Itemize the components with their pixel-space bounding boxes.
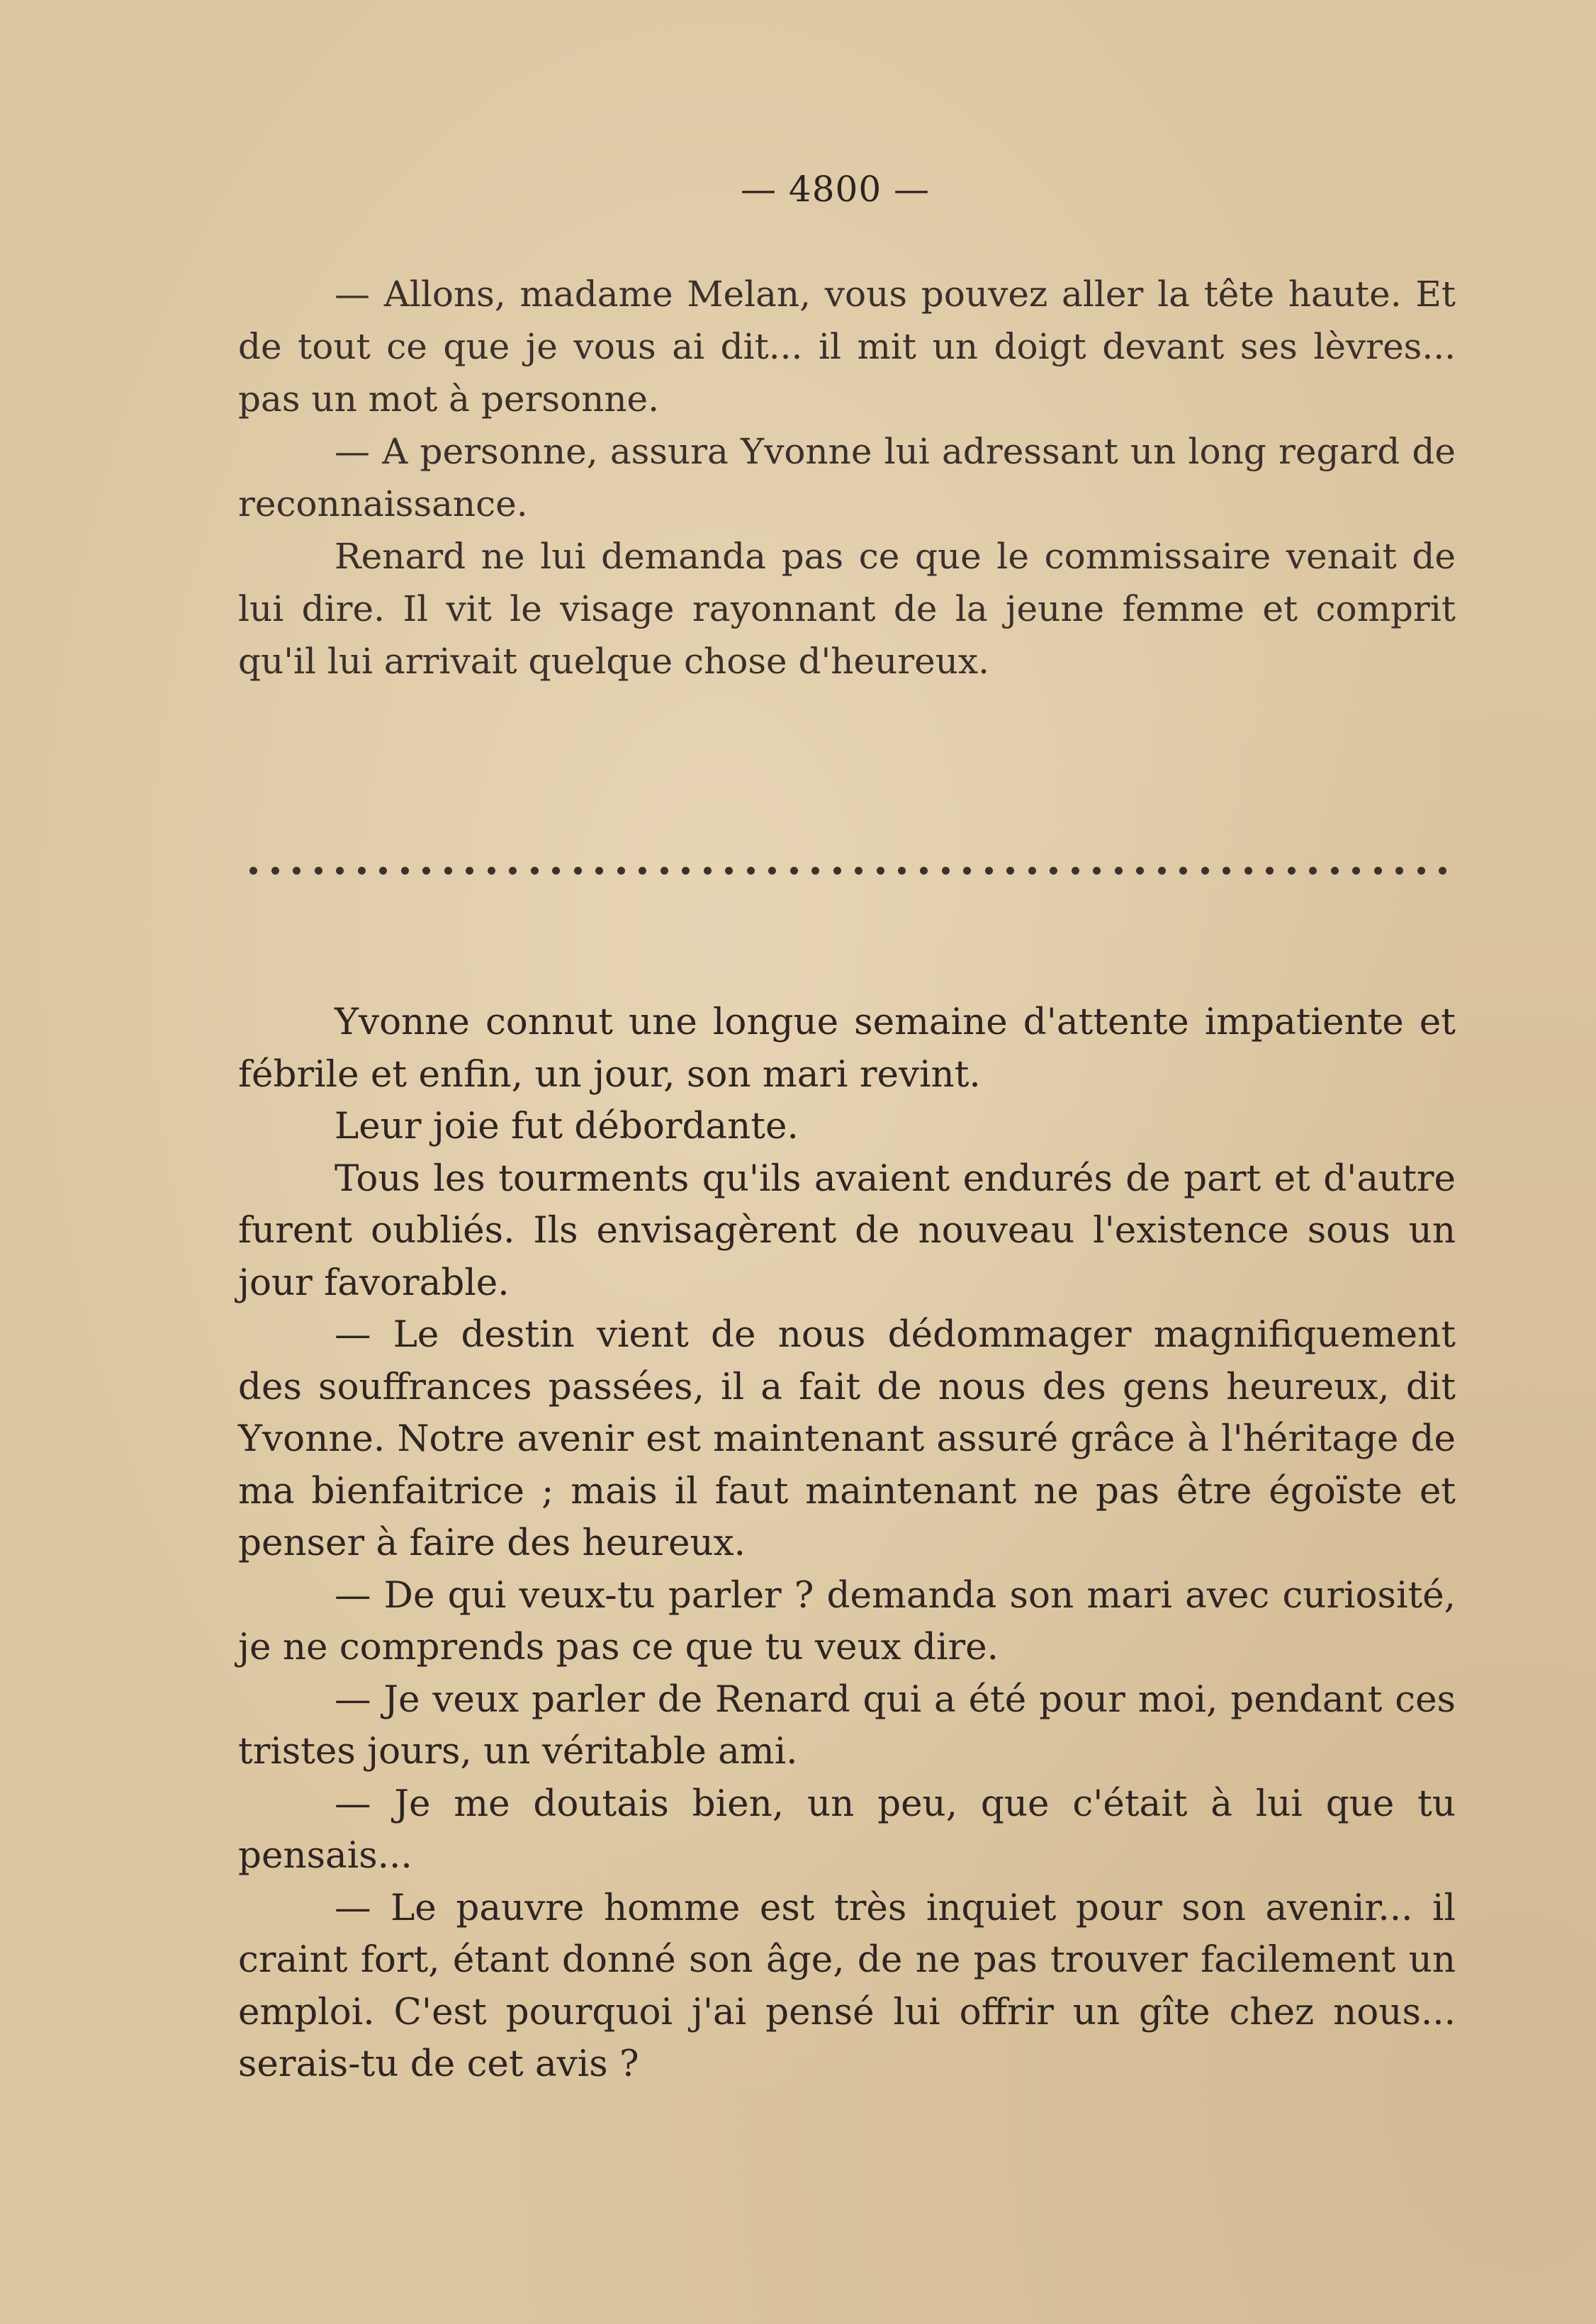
text-section-top — [238, 268, 1456, 687]
paragraph: — Le pauvre homme est très inquiet pour son avenir... il craint fort, étant donné son âge, de ne pas trouver facilement un emploi. C'est pourquoi j'ai pensé lui offrir un gîte chez nous... serais-tu de cet avis ? — [238, 1886, 1456, 2085]
paragraph: Tous les tourments qu'ils avaient endurés de part et d'autre furent oubliés. Ils envisagèrent de nouveau l'existence sous un jour favorable. — [238, 1157, 1456, 1304]
text-section-bottom — [238, 997, 1456, 2091]
page-number: — 4800 — — [741, 169, 931, 210]
dotted-section-separator — [249, 862, 1447, 879]
paragraph: — A personne, assura Yvonne lui adressant un long regard de reconnaissance. — [238, 431, 1456, 524]
paragraph: — De qui veux-tu parler ? demanda son mari avec curiosité, je ne comprends pas ce que tu veux dire. — [238, 1573, 1456, 1668]
paragraph: — Je veux parler de Renard qui a été pour moi, pendant ces tristes jours, un véritable ami. — [238, 1678, 1456, 1773]
paragraph: Yvonne connut une longue semaine d'attente impatiente et fébrile et enfin, un jour, son mari revint. — [238, 1001, 1456, 1096]
paragraph: — Je me doutais bien, un peu, que c'était à lui que tu pensais... — [238, 1782, 1456, 1877]
paragraph: — Le destin vient de nous dédommager magnifiquement des souffrances passées, il a fait de nous des gens heureux, dit Yvonne. Notre avenir est maintenant assuré grâce à l'héritage de ma bienfaitrice ; mais il faut maintenant ne pas être égoïste et penser à faire des heureux. — [238, 1313, 1456, 1564]
paragraph: Renard ne lui demanda pas ce que le commissaire venait de lui dire. Il vit le visage rayonnant de la jeune femme et comprit qu'il lui arrivait quelque chose d'heureux. — [238, 536, 1456, 682]
paragraph: — Allons, madame Melan, vous pouvez aller la tête haute. Et de tout ce que je vous ai dit... il mit un doigt devant ses lèvres... pas un mot à personne. — [238, 274, 1456, 420]
paragraph: Leur joie fut débordante. — [335, 1105, 799, 1147]
